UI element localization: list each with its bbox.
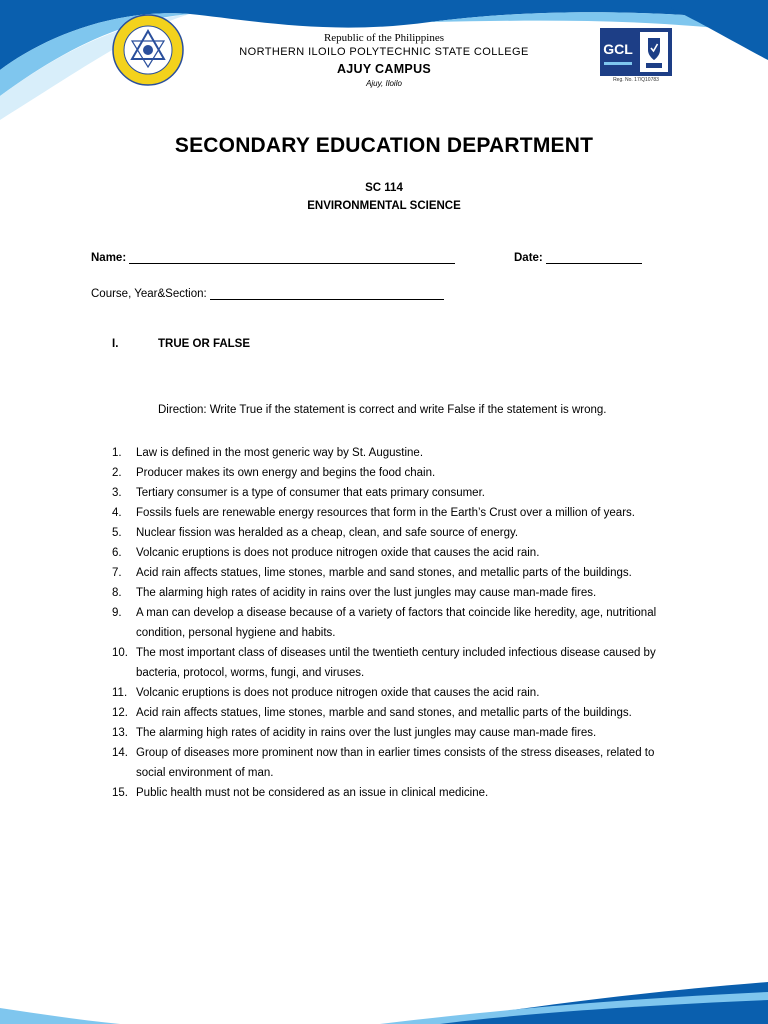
question-number: 6. (112, 547, 122, 559)
question-text: Acid rain affects statues, lime stones, marble and sand stones, and metallic parts of the buildings. (136, 707, 632, 719)
question-item (112, 683, 657, 703)
name-label: Name: (91, 252, 127, 264)
department-title: SECONDARY EDUCATION DEPARTMENT (174, 134, 594, 157)
date-field (514, 251, 642, 264)
question-item (112, 543, 657, 563)
question-text: Producer makes its own energy and begins the food chain. (136, 467, 436, 479)
question-number: 3. (112, 487, 122, 499)
question-list (112, 443, 657, 803)
question-text: The most important class of diseases until the twentieth century included infectious disease caused by bacteria, protocol, worms, fungi, and viruses. (136, 647, 656, 679)
section-number: I. (112, 338, 119, 350)
question-text: Volcanic eruptions is does not produce nitrogen oxide that causes the acid rain. (136, 547, 540, 559)
question-number: 8. (112, 587, 122, 599)
question-item (112, 723, 657, 743)
question-number: 11. (112, 687, 128, 699)
course-section-field (91, 287, 444, 300)
course-code: SC 114 (365, 182, 403, 194)
cert-registration-number: Reg. No. 17/Q10783 (613, 77, 659, 83)
question-item (112, 603, 657, 643)
question-number: 15. (112, 787, 128, 799)
question-number: 7. (112, 567, 122, 579)
question-number: 2. (112, 467, 122, 479)
question-item (112, 703, 657, 723)
question-number: 14. (112, 747, 128, 759)
campus-location: Ajuy, Iloilo (366, 79, 402, 88)
campus-name: AJUY CAMPUS (336, 62, 432, 76)
footer-wave-graphic (0, 964, 768, 1024)
section-title: TRUE OR FALSE (158, 338, 251, 350)
name-field (91, 251, 455, 264)
name-blank-line[interactable] (129, 251, 455, 264)
cert-logo-text: GCL (603, 41, 633, 57)
question-text: Group of diseases more prominent now than in earlier times consists of the stress diseases, related to social environment of man. (136, 747, 655, 779)
question-text: Tertiary consumer is a type of consumer that eats primary consumer. (136, 487, 485, 499)
question-item (112, 563, 657, 583)
question-item (112, 503, 657, 523)
question-text: Nuclear fission was heralded as a cheap, clean, and safe source of energy. (136, 527, 519, 539)
question-text: The alarming high rates of acidity in rains over the lust jungles may cause man-made fires. (136, 587, 597, 599)
question-item (112, 523, 657, 543)
question-item (112, 463, 657, 483)
date-blank-line[interactable] (546, 251, 642, 264)
question-text: Volcanic eruptions is does not produce nitrogen oxide that causes the acid rain. (136, 687, 540, 699)
question-item (112, 643, 657, 683)
question-number: 13. (112, 727, 128, 739)
question-number: 1. (112, 447, 122, 459)
question-text: Acid rain affects statues, lime stones, marble and sand stones, and metallic parts of the buildings. (136, 567, 632, 579)
question-item (112, 743, 657, 783)
republic-label: Republic of the Philippines (323, 32, 445, 44)
question-number: 12. (112, 707, 128, 719)
question-item (112, 443, 657, 463)
date-label: Date: (514, 252, 543, 264)
college-name: NORTHERN ILOILO POLYTECHNIC STATE COLLEGE (239, 46, 529, 58)
question-number: 4. (112, 507, 122, 519)
question-text: Law is defined in the most generic way by St. Augustine. (136, 447, 424, 459)
question-text: A man can develop a disease because of a variety of factors that coincide like heredity, age, nutritional condition, personal hygiene and habits. (136, 607, 657, 639)
direction-text: Direction: Write True if the statement is correct and write False if the statement is wrong. (158, 404, 607, 416)
question-number: 9. (112, 607, 122, 619)
question-item (112, 483, 657, 503)
course-section-blank-line[interactable] (210, 287, 444, 300)
question-item (112, 783, 657, 803)
question-text: The alarming high rates of acidity in rains over the lust jungles may cause man-made fires. (136, 727, 597, 739)
question-text: Fossils fuels are renewable energy resources that form in the Earth’s Crust over a million of years. (136, 507, 635, 519)
course-section-label: Course, Year&Section: (91, 288, 207, 300)
question-number: 5. (112, 527, 122, 539)
question-text: Public health must not be considered as an issue in clinical medicine. (136, 787, 489, 799)
course-name: ENVIRONMENTAL SCIENCE (307, 200, 461, 212)
question-item (112, 583, 657, 603)
question-number: 10. (112, 647, 128, 659)
